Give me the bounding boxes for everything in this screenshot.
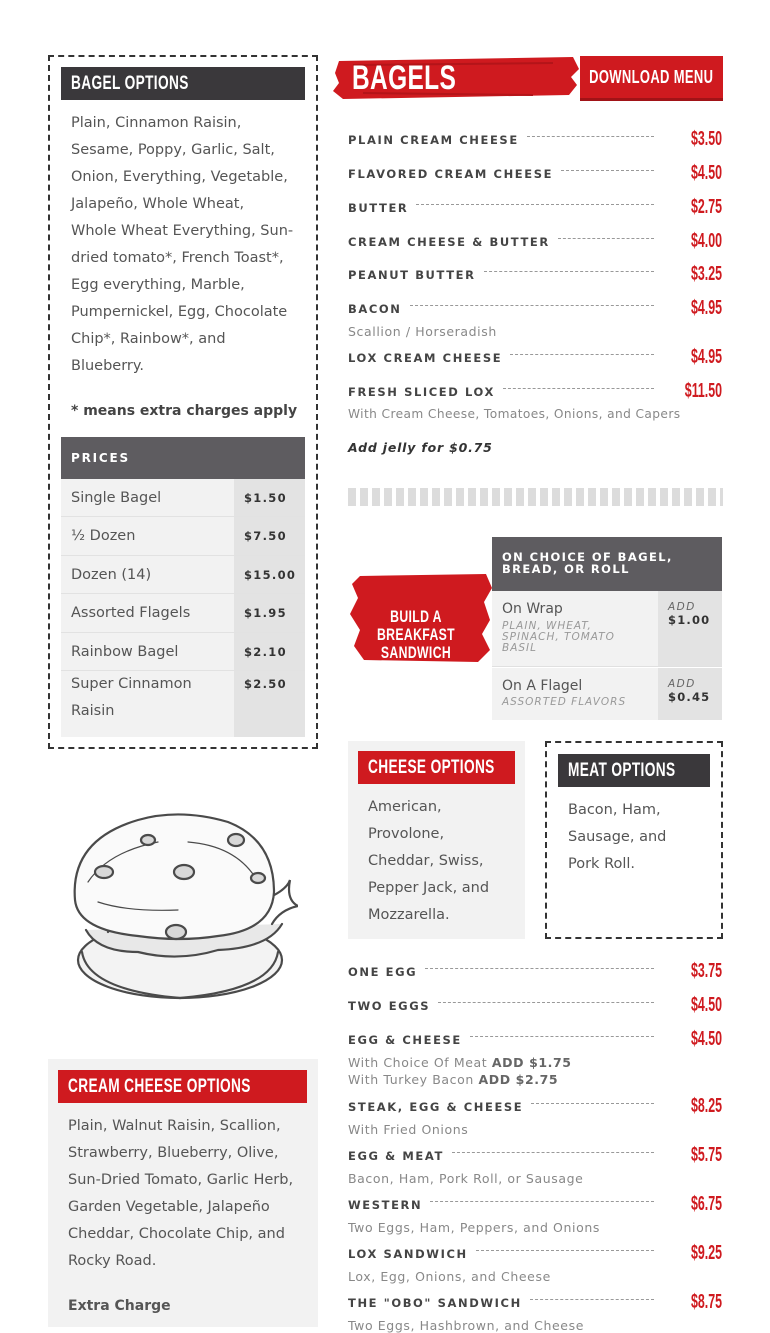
menu-item bbox=[348, 1193, 722, 1235]
item-price: $4.00 bbox=[690, 230, 722, 252]
bagel-line: dried tomato*, French Toast*, bbox=[71, 250, 284, 266]
item-price: $6.75 bbox=[690, 1193, 722, 1215]
cream-cheese-header bbox=[58, 1070, 307, 1103]
bagel-options-header bbox=[61, 67, 305, 100]
item-name: THE "OBO" SANDWICH bbox=[348, 1295, 522, 1310]
cheese-line: Cheddar, Swiss, bbox=[368, 853, 484, 869]
price-value: $2.10 bbox=[234, 633, 305, 670]
item-price: $4.95 bbox=[690, 346, 722, 368]
bagel-line: Chip*, Rainbow*, and bbox=[71, 331, 226, 347]
price-item: ½ Dozen bbox=[61, 517, 234, 555]
price-row bbox=[61, 671, 305, 737]
bagel-line: Onion, Everything, Vegetable, bbox=[71, 169, 288, 185]
item-name: STEAK, EGG & CHEESE bbox=[348, 1099, 524, 1114]
item-description bbox=[348, 1055, 722, 1070]
meat-options-header bbox=[558, 754, 710, 787]
item-price: $4.95 bbox=[690, 297, 722, 319]
item-description bbox=[348, 1072, 722, 1087]
menu-item bbox=[348, 994, 722, 1017]
cheese-line: American, bbox=[368, 799, 442, 815]
bagel-line: Whole Wheat Everything, Sun- bbox=[71, 223, 294, 239]
item-name: CREAM CHEESE & BUTTER bbox=[348, 234, 550, 249]
desc-addon: ADD $2.75 bbox=[478, 1072, 559, 1087]
item-description: Two Eggs, Ham, Peppers, and Onions bbox=[348, 1220, 600, 1235]
item-name: EGG & MEAT bbox=[348, 1148, 444, 1163]
bagel-line: Egg everything, Marble, bbox=[71, 277, 245, 293]
cream-cheese-line: Cheddar, Chocolate Chip, and bbox=[68, 1226, 285, 1242]
bread-choice-title-1: ON CHOICE OF BAGEL, bbox=[502, 550, 673, 564]
option-price: $1.00 bbox=[668, 613, 711, 627]
meat-line: Pork Roll. bbox=[568, 856, 636, 872]
bagel-options-title: BAGEL OPTIONS bbox=[71, 72, 189, 94]
cheese-line: Provolone, bbox=[368, 826, 445, 842]
bagel-line: Plain, Cinnamon Raisin, bbox=[71, 115, 242, 131]
desc-text: With Turkey Bacon bbox=[348, 1072, 479, 1087]
bagel-illustration-icon bbox=[68, 812, 298, 1007]
item-price: $9.25 bbox=[690, 1242, 722, 1264]
menu-item bbox=[348, 1095, 722, 1137]
option-add: ADD bbox=[668, 678, 696, 690]
bread-option-price bbox=[658, 668, 722, 720]
item-name: TWO EGGS bbox=[348, 998, 431, 1013]
menu-item bbox=[348, 162, 722, 185]
menu-item bbox=[348, 1242, 722, 1284]
item-price: $4.50 bbox=[690, 1028, 722, 1050]
badge-line: SANDWICH bbox=[380, 643, 452, 662]
item-price: $8.25 bbox=[690, 1095, 722, 1117]
item-name: WESTERN bbox=[348, 1197, 423, 1212]
item-price: $8.75 bbox=[690, 1291, 722, 1313]
meat-line: Sausage, and bbox=[568, 829, 667, 845]
item-price: $4.50 bbox=[690, 162, 722, 184]
menu-item bbox=[348, 346, 722, 369]
menu-item bbox=[348, 230, 722, 253]
price-item bbox=[61, 671, 234, 737]
prices-table bbox=[61, 479, 305, 737]
cream-cheese-line: Rocky Road. bbox=[68, 1253, 157, 1269]
item-price: $2.75 bbox=[690, 196, 722, 218]
meat-options-list bbox=[568, 797, 718, 878]
item-name: ONE EGG bbox=[348, 964, 418, 979]
desc-addon: ADD $1.75 bbox=[491, 1055, 572, 1070]
cheese-options-list bbox=[368, 794, 518, 929]
option-sub: BASIL bbox=[502, 642, 537, 654]
cream-cheese-line: Sun-Dried Tomato, Garlic Herb, bbox=[68, 1172, 294, 1188]
menu-item bbox=[348, 1144, 722, 1186]
item-name: LOX SANDWICH bbox=[348, 1246, 468, 1261]
bread-choice-header bbox=[492, 537, 722, 591]
price-value: $1.50 bbox=[234, 479, 305, 516]
price-item: Dozen (14) bbox=[61, 556, 234, 593]
item-name: EGG & CHEESE bbox=[348, 1032, 462, 1047]
price-row bbox=[61, 556, 305, 594]
item-price: $5.75 bbox=[690, 1144, 722, 1166]
stripe-divider bbox=[348, 488, 723, 506]
option-add: ADD bbox=[668, 601, 696, 613]
bread-option-price bbox=[658, 591, 722, 666]
menu-item bbox=[348, 1028, 722, 1087]
price-value: $7.50 bbox=[234, 517, 305, 555]
option-title: On A Flagel bbox=[502, 678, 583, 694]
badge-line: BUILD A bbox=[390, 607, 442, 626]
item-name: FRESH SLICED LOX bbox=[348, 384, 495, 399]
jelly-note: Add jelly for $0.75 bbox=[348, 440, 493, 455]
download-menu-label: DOWNLOAD MENU bbox=[589, 66, 714, 87]
menu-item bbox=[348, 196, 722, 219]
option-price: $0.45 bbox=[668, 690, 711, 704]
item-name: BUTTER bbox=[348, 200, 409, 215]
item-price: $3.50 bbox=[690, 128, 722, 150]
option-sub: ASSORTED FLAVORS bbox=[502, 696, 627, 708]
price-value: $1.95 bbox=[234, 594, 305, 632]
cheese-options-title: CHEESE OPTIONS bbox=[368, 756, 495, 778]
meat-line: Bacon, Ham, bbox=[568, 802, 661, 818]
item-description: Scallion / Horseradish bbox=[348, 324, 497, 339]
bagel-line: Blueberry. bbox=[71, 358, 145, 374]
bagel-line: Jalapeño, Whole Wheat, bbox=[71, 196, 245, 212]
menu-item bbox=[348, 297, 722, 339]
bread-choice-title-2: BREAD, OR ROLL bbox=[502, 562, 630, 576]
price-item: Rainbow Bagel bbox=[61, 633, 234, 670]
menu-item bbox=[348, 128, 722, 151]
bagels-title: BAGELS bbox=[352, 59, 457, 97]
menu-item bbox=[348, 960, 722, 983]
option-sub: SPINACH, TOMATO bbox=[502, 631, 615, 643]
price-item: Assorted Flagels bbox=[61, 594, 234, 632]
cream-cheese-line: Strawberry, Blueberry, Olive, bbox=[68, 1145, 279, 1161]
cream-cheese-title: CREAM CHEESE OPTIONS bbox=[68, 1075, 251, 1097]
item-name: FLAVORED CREAM CHEESE bbox=[348, 166, 554, 181]
item-description: Lox, Egg, Onions, and Cheese bbox=[348, 1269, 551, 1284]
price-row bbox=[61, 633, 305, 671]
price-value: $15.00 bbox=[234, 556, 305, 593]
option-sub: PLAIN, WHEAT, bbox=[502, 620, 592, 632]
menu-item bbox=[348, 263, 722, 286]
item-name: PEANUT BUTTER bbox=[348, 267, 476, 282]
bagel-line: Sesame, Poppy, Garlic, Salt, bbox=[71, 142, 275, 158]
bread-option-name bbox=[492, 668, 658, 720]
option-title: On Wrap bbox=[502, 601, 563, 617]
extra-charge-note: * means extra charges apply bbox=[71, 403, 298, 419]
cream-cheese-line: Plain, Walnut Raisin, Scallion, bbox=[68, 1118, 281, 1134]
bagel-options-list bbox=[71, 110, 303, 380]
cream-cheese-line: Garden Vegetable, Jalapeño bbox=[68, 1199, 270, 1215]
item-name: LOX CREAM CHEESE bbox=[348, 350, 503, 365]
item-description: With Cream Cheese, Tomatoes, Onions, and Capers bbox=[348, 407, 681, 421]
bagel-line: Pumpernickel, Egg, Chocolate bbox=[71, 304, 288, 320]
badge-line: BREAKFAST bbox=[376, 625, 456, 644]
price-value: $2.50 bbox=[234, 671, 305, 737]
item-price: $4.50 bbox=[690, 994, 722, 1016]
item-price: $3.25 bbox=[690, 263, 722, 285]
cream-cheese-list bbox=[68, 1113, 313, 1275]
bread-option-row bbox=[492, 668, 722, 720]
cheese-line: Pepper Jack, and bbox=[368, 880, 490, 896]
price-row bbox=[61, 517, 305, 556]
desc-text: With Choice Of Meat bbox=[348, 1055, 492, 1070]
item-description: Bacon, Ham, Pork Roll, or Sausage bbox=[348, 1171, 584, 1186]
item-price: $11.50 bbox=[684, 380, 723, 402]
price-row bbox=[61, 594, 305, 633]
item-price: $3.75 bbox=[690, 960, 722, 982]
meat-options-title: MEAT OPTIONS bbox=[568, 759, 676, 781]
menu-item bbox=[348, 380, 722, 421]
download-menu-button[interactable] bbox=[580, 56, 723, 101]
cheese-line: Mozzarella. bbox=[368, 907, 450, 923]
item-description: Two Eggs, Hashbrown, and Cheese bbox=[348, 1318, 584, 1333]
cheese-options-header bbox=[358, 751, 515, 784]
price-item: Single Bagel bbox=[61, 479, 234, 516]
price-item-line: Raisin bbox=[71, 703, 115, 719]
price-item-line: Super Cinnamon bbox=[71, 676, 192, 692]
price-row bbox=[61, 479, 305, 517]
item-description: With Fried Onions bbox=[348, 1122, 469, 1137]
item-name: PLAIN CREAM CHEESE bbox=[348, 132, 519, 147]
prices-header bbox=[61, 437, 305, 479]
breakfast-badge-text bbox=[350, 608, 482, 662]
bread-option-name bbox=[492, 591, 658, 666]
extra-charge-label: Extra Charge bbox=[68, 1298, 171, 1314]
prices-title: PRICES bbox=[71, 451, 130, 465]
item-name: BACON bbox=[348, 301, 402, 316]
bread-option-row bbox=[492, 591, 722, 667]
